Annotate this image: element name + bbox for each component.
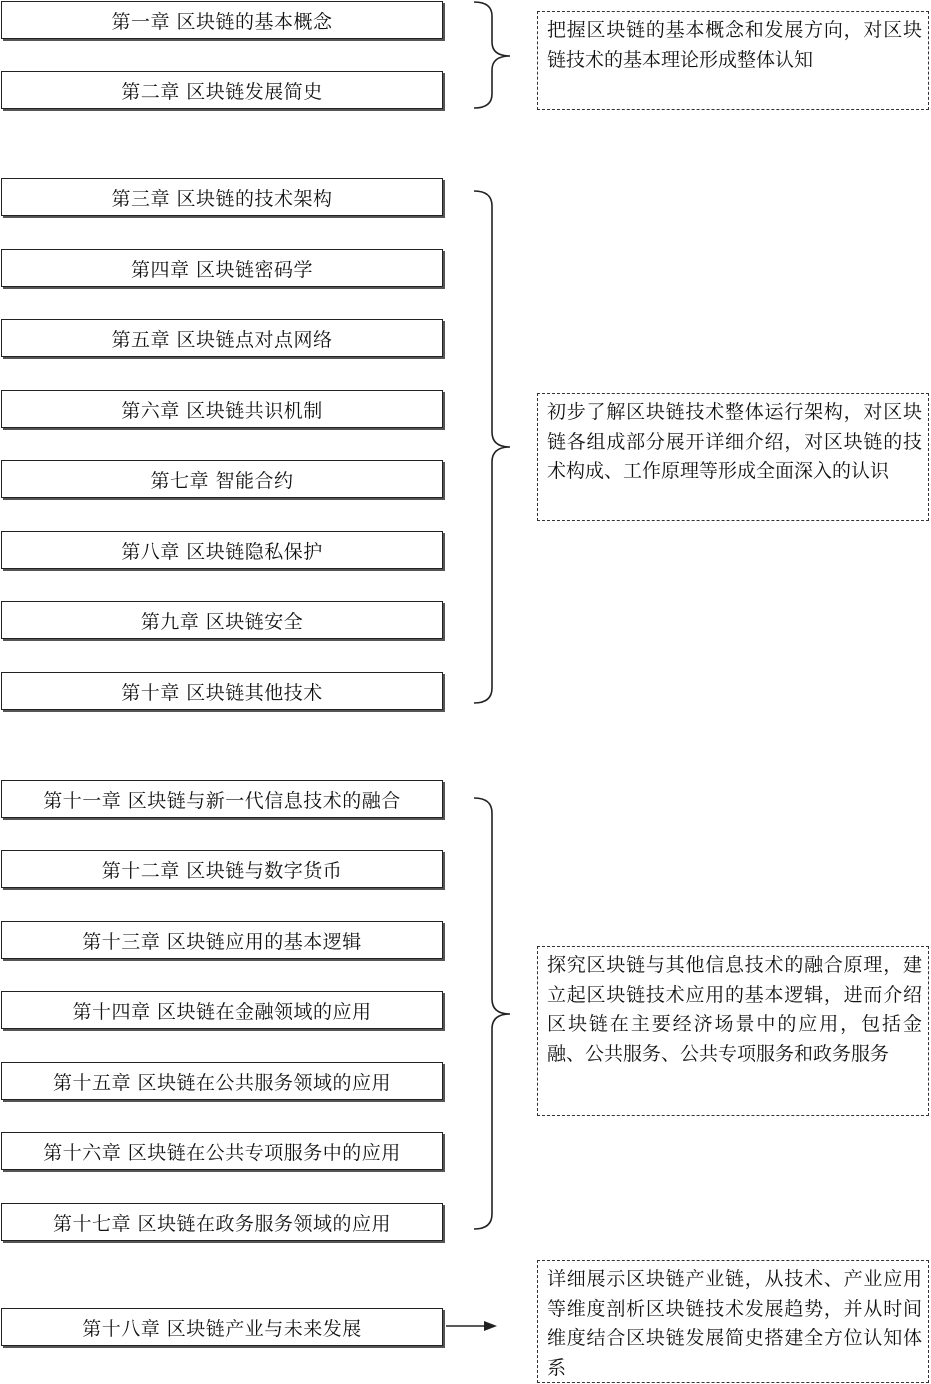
chapter-box-16: 第十六章 区块链在公共专项服务中的应用 [1, 1132, 443, 1170]
chapter-box-13: 第十三章 区块链应用的基本逻辑 [1, 921, 443, 959]
chapter-box-7: 第七章 智能合约 [1, 460, 443, 498]
brace-group-2 [474, 191, 510, 703]
brace-group-1 [474, 2, 510, 108]
summary-box-1: 把握区块链的基本概念和发展方向，对区块链技术的基本理论形成整体认知 [537, 11, 929, 110]
chapter-box-6: 第六章 区块链共识机制 [1, 390, 443, 428]
arrow-head-icon [484, 1321, 497, 1331]
chapter-box-4: 第四章 区块链密码学 [1, 249, 443, 287]
summary-box-4: 详细展示区块链产业链，从技术、产业应用等维度剖析区块链技术发展趋势，并从时间维度结合区块链发展简史搭建全方位认知体系 [537, 1260, 929, 1383]
chapter-box-10: 第十章 区块链其他技术 [1, 672, 443, 710]
chapter-box-2: 第二章 区块链发展简史 [1, 71, 443, 109]
chapter-box-5: 第五章 区块链点对点网络 [1, 319, 443, 357]
chapter-box-12: 第十二章 区块链与数字货币 [1, 850, 443, 888]
summary-box-2: 初步了解区块链技术整体运行架构，对区块链各组成部分展开详细介绍，对区块链的技术构成、工作原理等形成全面深入的认识 [537, 393, 929, 521]
brace-group-3 [474, 798, 510, 1229]
summary-box-3: 探究区块链与其他信息技术的融合原理，建立起区块链技术应用的基本逻辑，进而介绍区块链在主要经济场景中的应用，包括金融、公共服务、公共专项服务和政务服务 [537, 946, 929, 1116]
chapter-box-17: 第十七章 区块链在政务服务领域的应用 [1, 1203, 443, 1241]
chapter-box-15: 第十五章 区块链在公共服务领域的应用 [1, 1062, 443, 1100]
chapter-box-3: 第三章 区块链的技术架构 [1, 178, 443, 216]
chapter-box-1: 第一章 区块链的基本概念 [1, 1, 443, 39]
chapter-box-9: 第九章 区块链安全 [1, 601, 443, 639]
chapter-box-8: 第八章 区块链隐私保护 [1, 531, 443, 569]
chapter-box-18: 第十八章 区块链产业与未来发展 [1, 1308, 443, 1346]
chapter-box-11: 第十一章 区块链与新一代信息技术的融合 [1, 780, 443, 818]
chapter-box-14: 第十四章 区块链在金融领域的应用 [1, 991, 443, 1029]
